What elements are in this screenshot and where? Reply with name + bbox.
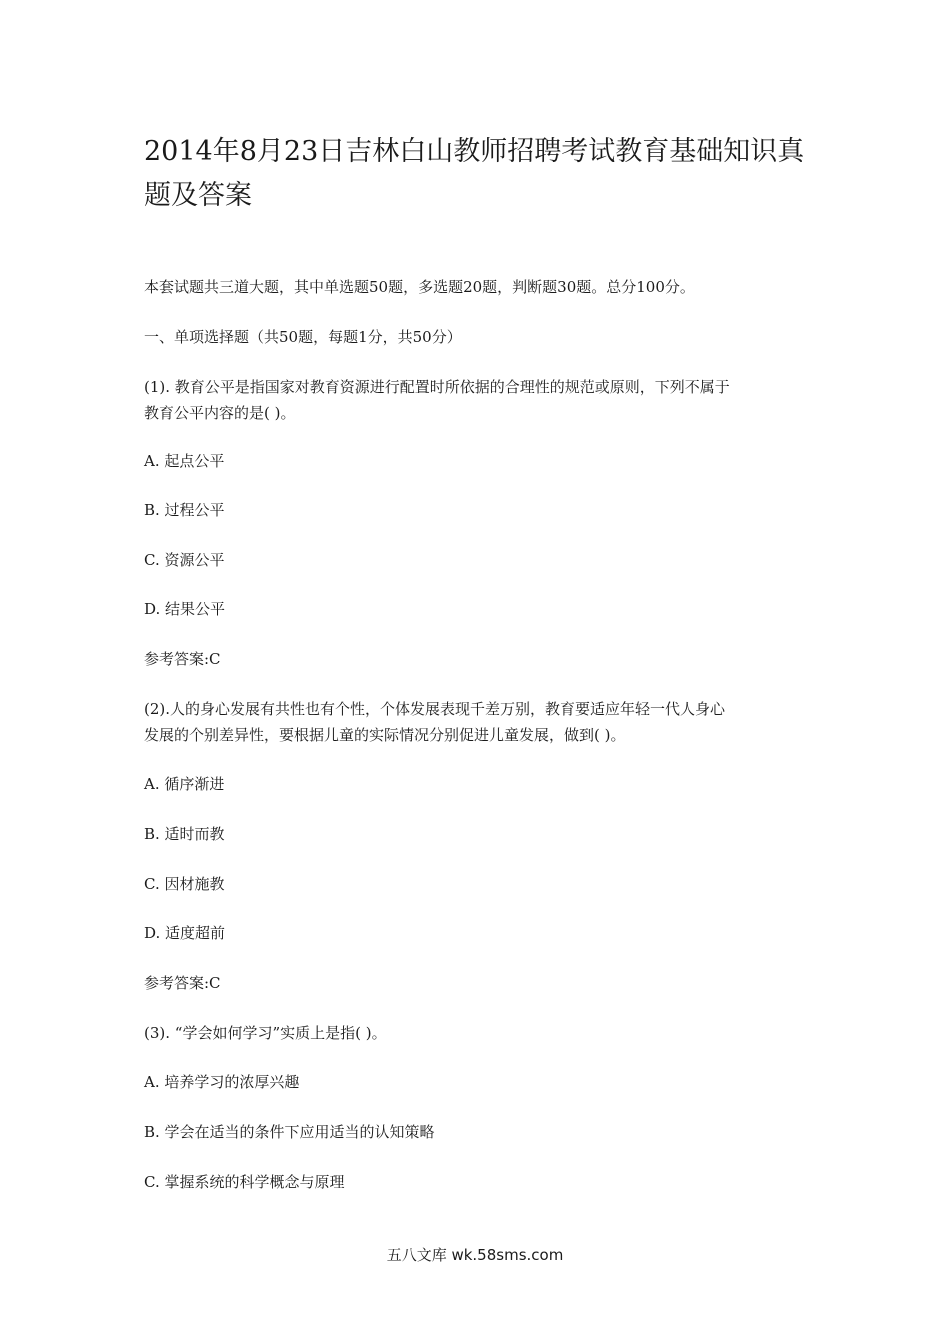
question-1-option-a: A. 起点公平 (144, 452, 225, 470)
question-2-option-c: C. 因材施教 (144, 875, 225, 893)
question-1-answer: 参考答案:C (144, 650, 221, 668)
page-footer: 五八文库 wk.58sms.com (386, 1246, 564, 1264)
question-3-stem: (3). “学会如何学习”实质上是指( )。 (144, 1024, 387, 1042)
question-2-answer: 参考答案:C (144, 974, 221, 992)
section-heading: 一、单项选择题（共50题，每题1分，共50分） (144, 328, 462, 346)
question-2-option-a: A. 循序渐进 (144, 775, 225, 793)
question-1-option-c: C. 资源公平 (144, 551, 225, 569)
question-2-option-d: D. 适度超前 (144, 924, 226, 942)
question-2-option-b: B. 适时而教 (144, 825, 225, 843)
question-1-option-b: B. 过程公平 (144, 501, 225, 519)
question-2-stem-line-2: 发展的个别差异性，要根据儿童的实际情况分别促进儿童发展，做到( )。 (144, 726, 626, 744)
question-3-option-b: B. 学会在适当的条件下应用适当的认知策略 (144, 1123, 435, 1141)
intro-text: 本套试题共三道大题，其中单选题50题，多选题20题，判断题30题。总分100分。 (144, 278, 695, 296)
question-2-stem-line-1: (2).人的身心发展有共性也有个性，个体发展表现千差万别，教育要适应年轻一代人身心 (144, 700, 726, 718)
question-3-option-a: A. 培养学习的浓厚兴趣 (144, 1073, 300, 1091)
document-title: 2014年8月23日吉林白山教师招聘考试教育基础知识真题及答案 (144, 136, 805, 211)
question-1-stem-line-2: 教育公平内容的是( )。 (144, 404, 296, 422)
question-3-option-c: C. 掌握系统的科学概念与原理 (144, 1173, 345, 1191)
question-1-stem-line-1: (1). 教育公平是指国家对教育资源进行配置时所依据的合理性的规范或原则，下列不属于 (144, 378, 730, 396)
question-1-option-d: D. 结果公平 (144, 600, 226, 618)
